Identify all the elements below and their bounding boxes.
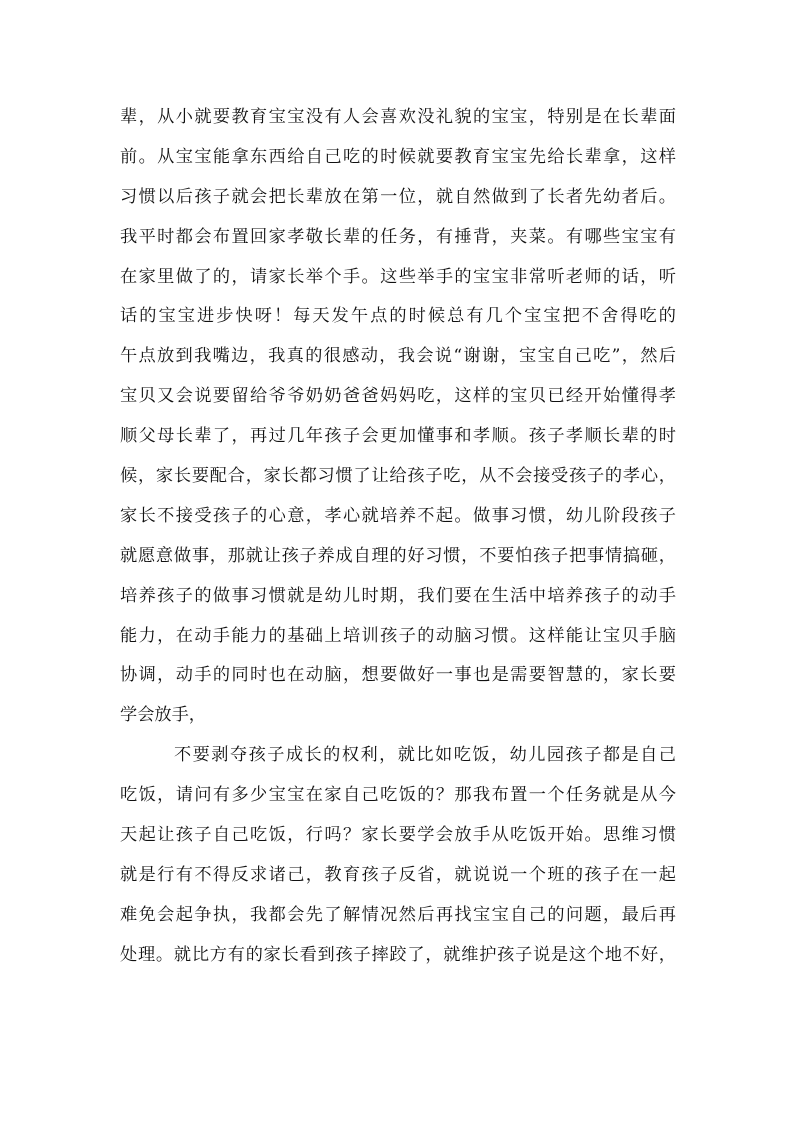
text-line: 宝贝又会说要留给爷爷奶奶爸爸妈妈吃，这样的宝贝已经开始懂得孝: [120, 386, 676, 407]
document-body: [120, 98, 676, 976]
text-line: 前。从宝宝能拿东西给自己吃的时候就要教育宝宝先给长辈拿，这样: [120, 146, 676, 167]
text-line: 我平时都会布置回家孝敬长辈的任务，有捶背，夹菜。有哪些宝宝有: [120, 226, 676, 247]
text-line: 辈，从小就要教育宝宝没有人会喜欢没礼貌的宝宝，特别是在长辈面: [120, 107, 676, 127]
text-line: 培养孩子的做事习惯就是幼儿时期，我们要在生活中培养孩子的动手: [120, 585, 676, 606]
text-line: 处理。就比方有的家长看到孩子摔跤了，就维护孩子说是这个地不好，: [120, 944, 676, 965]
text-line: 难免会起争执，我都会先了解情况然后再找宝宝自己的问题，最后再: [120, 904, 676, 925]
paragraph-end-line: 学会放手，: [120, 705, 206, 726]
text-line: 就愿意做事，那就让孩子养成自理的好习惯，不要怕孩子把事情搞砸，: [120, 545, 676, 566]
text-line: 午点放到我嘴边，我真的很感动，我会说“谢谢，宝宝自己吃”，然后: [120, 346, 676, 367]
text-line: 习惯以后孩子就会把长辈放在第一位，就自然做到了长者先幼者后。: [120, 186, 676, 207]
text-line: 话的宝宝进步快呀！每天发午点的时候总有几个宝宝把不舍得吃的: [120, 306, 676, 327]
text-line: 协调，动手的同时也在动脑，想要做好一事也是需要智慧的，家长要: [120, 665, 676, 686]
text-line: 就是行有不得反求诸己，教育孩子反省，就说说一个班的孩子在一起: [120, 864, 676, 885]
text-line: 候，家长要配合，家长都习惯了让给孩子吃，从不会接受孩子的孝心，: [120, 466, 676, 487]
text-line: 能力，在动手能力的基础上培训孩子的动脑习惯。这样能让宝贝手脑: [120, 625, 676, 646]
text-line: 在家里做了的，请家长举个手。这些举手的宝宝非常听老师的话，听: [120, 266, 676, 287]
paragraph-start-line: 不要剥夺孩子成长的权利，就比如吃饭，幼儿园孩子都是自己: [174, 745, 676, 766]
text-line: 家长不接受孩子的心意，孝心就培养不起。做事习惯，幼儿阶段孩子: [120, 505, 676, 526]
text-line: 天起让孩子自己吃饭，行吗？家长要学会放手从吃饭开始。思维习惯: [120, 825, 676, 846]
text-line: 顺父母长辈了，再过几年孩子会更加懂事和孝顺。孩子孝顺长辈的时: [120, 426, 676, 447]
text-line: 吃饭，请问有多少宝宝在家自己吃饭的？那我布置一个任务就是从今: [120, 785, 676, 806]
